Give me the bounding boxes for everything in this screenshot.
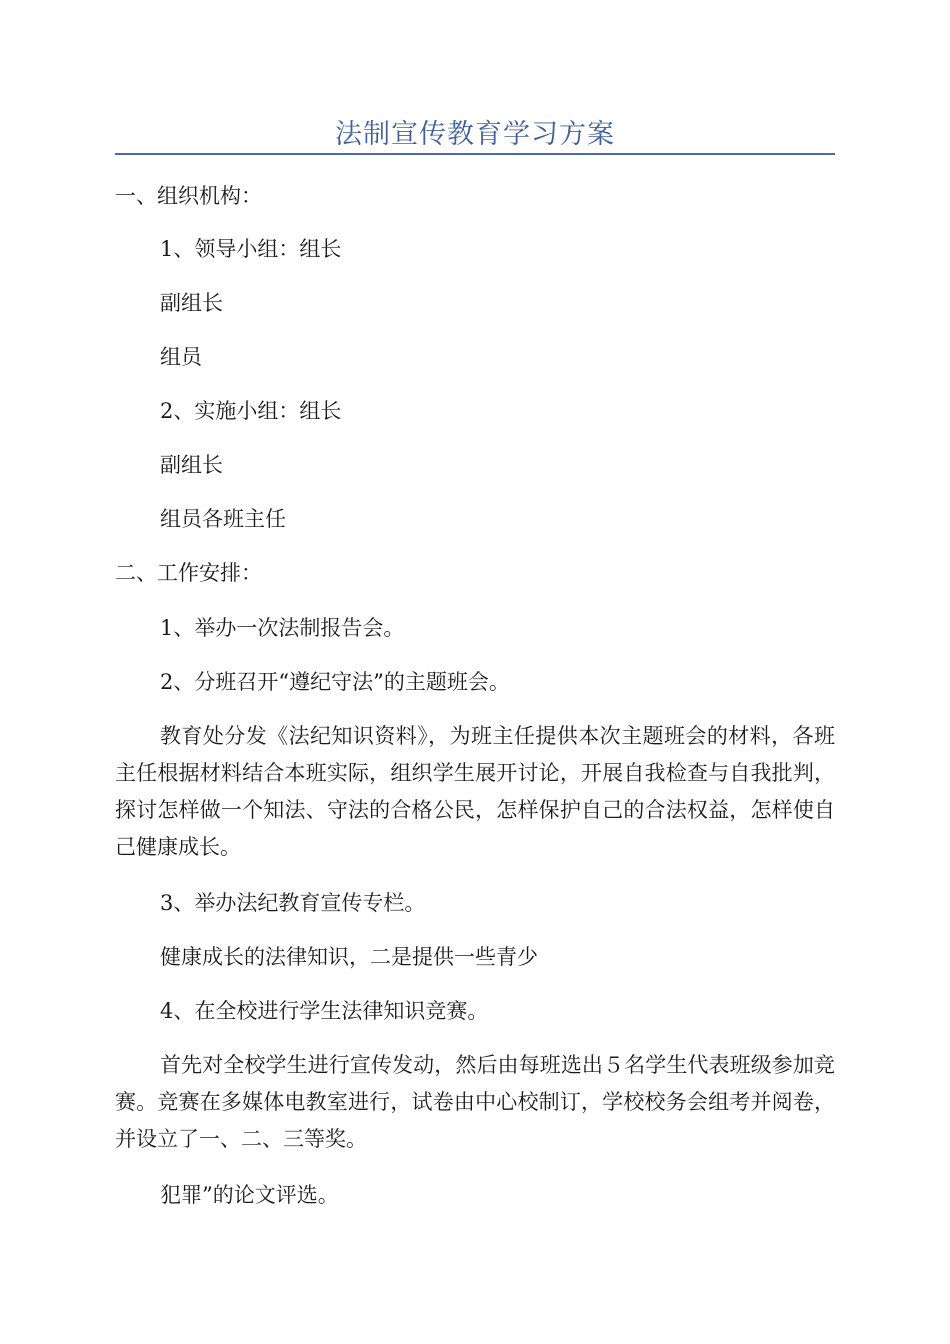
work-item-1: 1、举办一次法制报告会。 xyxy=(160,616,405,640)
leader-group-line: 1、领导小组：组长 xyxy=(160,237,342,261)
impl-vice-line: 副组长 xyxy=(160,453,223,477)
leader-members-line: 组员 xyxy=(160,345,202,369)
section-heading-work: 二、工作安排： xyxy=(115,561,262,585)
work-item-4-paragraph: 首先对全校学生进行宣传发动，然后由每班选出５名学生代表班级参加竞赛。竞赛在多媒体电教室进行，试卷由中心校制订，学校校务会组考并阅卷，并设立了一、二、三等奖。 xyxy=(115,1053,835,1151)
work-item-3-text: 健康成长的法律知识，二是提供一些青少 xyxy=(160,945,538,969)
title-underline xyxy=(115,153,835,155)
work-item-2-paragraph: 教育处分发《法纪知识资料》，为班主任提供本次主题班会的材料，各班主任根据材料结合本班实际，组织学生展开讨论，开展自我检查与自我批判，探讨怎样做一个知法、守法的合格公民，怎样保护自己的合法权益，怎样使自己健康成长。 xyxy=(115,724,835,859)
section-heading-organization: 一、组织机构： xyxy=(115,184,262,208)
document-title: 法制宣传教育学习方案 xyxy=(335,119,615,150)
work-item-4: 4、在全校进行学生法律知识竞赛。 xyxy=(160,999,489,1023)
work-item-2: 2、分班召开“遵纪守法”的主题班会。 xyxy=(160,670,510,694)
impl-group-line: 2、实施小组：组长 xyxy=(160,399,342,423)
leader-vice-line: 副组长 xyxy=(160,291,223,315)
work-item-5-text: 犯罪”的论文评选。 xyxy=(160,1183,339,1207)
impl-members-line: 组员各班主任 xyxy=(160,507,286,531)
work-item-3: 3、举办法纪教育宣传专栏。 xyxy=(160,891,426,915)
